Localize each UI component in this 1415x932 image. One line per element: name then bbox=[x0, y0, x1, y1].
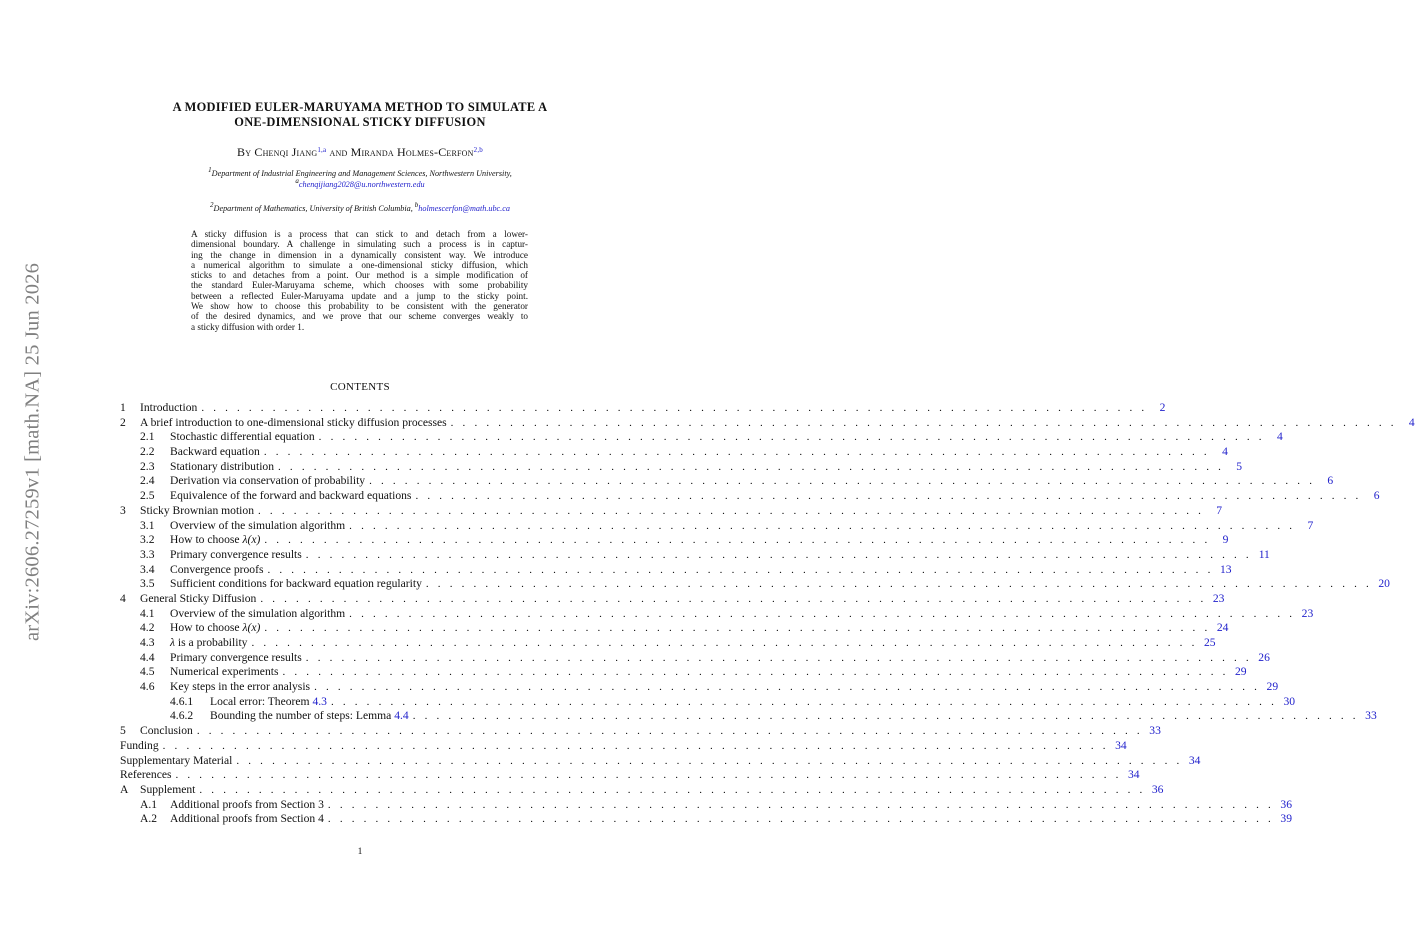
toc-entry-title: Conclusion bbox=[140, 724, 193, 738]
title-line-2: ONE-DIMENSIONAL STICKY DIFFUSION bbox=[234, 115, 486, 129]
toc-entry-page-link[interactable]: 23 bbox=[1212, 591, 1225, 605]
toc-dot-leader: . . . . . . . . . . . . . . . . . . . . . . . . . . . . . . . . . . . . . . . . . . . . . . . . . . . . . . . . . . . . . . . . . . . . . . . . . . . . . . . . bbox=[369, 475, 1316, 488]
toc-entry-title: Overview of the simulation algorithm bbox=[170, 606, 346, 620]
toc-entry-title: Supplementary Material bbox=[120, 753, 233, 767]
toc-entry-number: 4.4 bbox=[140, 650, 155, 664]
abstract-line: ing the change in dimension in a dynamically consistent way. We introduce bbox=[191, 249, 528, 260]
toc-entry[interactable] bbox=[120, 636, 1216, 651]
toc-entry-page-link[interactable]: 39 bbox=[1280, 812, 1292, 826]
toc-dot-leader: . . . . . . . . . . . . . . . . . . . . . . . . . . . . . . . . . . . . . . . . . . . . . . . . . . . . . . . . . . . . . . . . . . . . . . . . . . . . . . . . bbox=[330, 695, 1278, 708]
toc-dot-leader: . . . . . . . . . . . . . . . . . . . . . . . . . . . . . . . . . . . . . . . . . . . . . . . . . . . . . . . . . . . . . . . . . . . . . . . . . . . . . . . . bbox=[263, 446, 1210, 459]
toc-entry[interactable] bbox=[120, 577, 1390, 592]
toc-entry[interactable] bbox=[120, 694, 1296, 710]
toc-entry-title: Primary convergence results bbox=[170, 547, 302, 561]
toc-entry-title: Bounding the number of steps: Lemma 4.4 bbox=[210, 709, 409, 723]
toc-entry-page-link[interactable]: 4 bbox=[1222, 445, 1228, 459]
toc-entry[interactable] bbox=[120, 562, 1232, 578]
arxiv-identifier: arXiv:2606.27259v1 [math.NA] 25 Jun 2026 bbox=[21, 262, 44, 642]
toc-entry-number: 1 bbox=[120, 401, 126, 414]
toc-dot-leader: . . . . . . . . . . . . . . . . . . . . . . . . . . . . . . . . . . . . . . . . . . . . . . . . . . . . . . . . . . . . . . . . . . . . . . . . . . . . . . . . bbox=[282, 666, 1229, 679]
toc-dot-leader: . . . . . . . . . . . . . . . . . . . . . . . . . . . . . . . . . . . . . . . . . . . . . . . . . . . . . . . . . . . . . . . . . . . . . . . . . . . . . . . . bbox=[278, 460, 1225, 473]
toc-dot-leader: . . . . . . . . . . . . . . . . . . . . . . . . . . . . . . . . . . . . . . . . . . . . . . . . . . . . . . . . . . . . . . . . . . . . . . . . . . . . . . . . bbox=[264, 534, 1211, 547]
toc-entry[interactable] bbox=[120, 782, 1164, 798]
toc-entry-page-link[interactable]: 4 bbox=[1408, 415, 1415, 429]
toc-entry-title: Stochastic differential equation bbox=[170, 430, 315, 444]
abstract-line: sticks to and detaches from a point. Our method is a simple modification of bbox=[191, 270, 528, 281]
toc-entry[interactable] bbox=[120, 415, 1415, 431]
toc-entry-number: 2.4 bbox=[140, 474, 155, 488]
toc-entry[interactable] bbox=[120, 650, 1270, 666]
toc-dot-leader: . . . . . . . . . . . . . . . . . . . . . . . . . . . . . . . . . . . . . . . . . . . . . . . . . . . . . . . . . . . . . . . . . . . . . . . . . . . . . . . . bbox=[264, 622, 1211, 635]
toc-entry[interactable] bbox=[120, 547, 1270, 563]
toc-entry-number: 4.1 bbox=[140, 606, 155, 620]
toc-entry-number: 5 bbox=[120, 724, 126, 738]
abstract-line: A sticky diffusion is a process that can stick to and detach from a lower- bbox=[191, 229, 528, 239]
toc-entry[interactable] bbox=[120, 753, 1201, 769]
toc-dot-leader: . . . . . . . . . . . . . . . . . . . . . . . . . . . . . . . . . . . . . . . . . . . . . . . . . . . . . . . . . . . . . . . . . . . . . . . . . . . . . . . . bbox=[258, 504, 1205, 517]
affiliation-1-text: Department of Industrial Engineering and Management Sciences, Northwestern University, bbox=[211, 169, 512, 178]
toc-entry[interactable] bbox=[120, 430, 1283, 445]
abstract-line: the standard Euler-Maruyama scheme, which chooses with some probability bbox=[191, 280, 528, 291]
by-word: By bbox=[236, 145, 252, 159]
toc-entry-number: 3.3 bbox=[140, 547, 155, 561]
toc-entry-title: Sufficient conditions for backward equation regularity bbox=[170, 577, 422, 591]
toc-entry[interactable] bbox=[120, 797, 1292, 813]
toc-entry-number: 3.5 bbox=[140, 577, 155, 591]
email-1-superscript: a bbox=[295, 176, 299, 185]
abstract-line: between a reflected Euler-Maruyama update and a jump to the sticky point. bbox=[191, 290, 528, 301]
toc-entry-number: 2.2 bbox=[140, 445, 155, 459]
toc-dot-leader: . . . . . . . . . . . . . . . . . . . . . . . . . . . . . . . . . . . . . . . . . . . . . . . . . . . . . . . . . . . . . . . . . . . . . . . . . . . . . . . . bbox=[267, 563, 1214, 576]
toc-dot-leader: . . . . . . . . . . . . . . . . . . . . . . . . . . . . . . . . . . . . . . . . . . . . . . . . . . . . . . . . . . . . . . . . . . . . . . . . . . . . . . . . bbox=[162, 739, 1109, 752]
toc-entry-page-link[interactable]: 26 bbox=[1258, 650, 1270, 664]
toc-entry-number: 3 bbox=[120, 503, 126, 517]
toc-entry-number: 3.4 bbox=[140, 562, 155, 576]
author-1-name: Chenqi Jiang bbox=[254, 145, 318, 159]
toc-entry[interactable] bbox=[120, 665, 1247, 680]
toc-entry-number: 2.3 bbox=[140, 459, 155, 473]
toc-entry[interactable] bbox=[120, 503, 1223, 519]
toc-entry[interactable] bbox=[120, 621, 1229, 636]
toc-entry-title: Equivalence of the forward and backward equations bbox=[170, 489, 412, 503]
toc-entry[interactable] bbox=[120, 709, 1377, 724]
toc-entry-page-link[interactable]: 23 bbox=[1301, 606, 1314, 620]
toc-entry-title: Supplement bbox=[140, 782, 196, 796]
toc-entry-title: Stationary distribution bbox=[170, 459, 275, 473]
toc-entry-number: A.2 bbox=[140, 812, 158, 826]
toc-entry[interactable] bbox=[120, 812, 1292, 827]
toc-entry-number: 4.6 bbox=[140, 680, 155, 694]
toc-entry-title: Overview of the simulation algorithm bbox=[170, 518, 346, 532]
toc-entry[interactable] bbox=[120, 606, 1314, 622]
toc-entry-title: References bbox=[120, 768, 172, 782]
toc-dot-leader: . . . . . . . . . . . . . . . . . . . . . . . . . . . . . . . . . . . . . . . . . . . . . . . . . . . . . . . . . . . . . . . . . . . . . . . . . . . . . . . . bbox=[327, 798, 1274, 811]
toc-entry-page-link[interactable]: 34 bbox=[1115, 738, 1127, 752]
toc-entry-page-link[interactable]: 25 bbox=[1203, 636, 1216, 649]
affiliation-2-superscript: 2 bbox=[210, 201, 214, 209]
toc-entry[interactable] bbox=[120, 518, 1314, 534]
toc-entry-page-link[interactable]: 33 bbox=[1365, 709, 1377, 723]
toc-entry-number: 4 bbox=[120, 591, 126, 605]
toc-entry[interactable] bbox=[120, 533, 1229, 548]
toc-entry[interactable] bbox=[120, 738, 1127, 754]
toc-entry-number: 2.1 bbox=[140, 430, 155, 444]
toc-entry-number: 2 bbox=[120, 415, 126, 429]
toc-dot-leader: . . . . . . . . . . . . . . . . . . . . . . . . . . . . . . . . . . . . . . . . . . . . . . . . . . . . . . . . . . . . . . . . . . . . . . . . . . . . . . . . bbox=[260, 592, 1207, 605]
toc-entry[interactable] bbox=[120, 591, 1225, 607]
abstract bbox=[191, 229, 528, 332]
paper-title bbox=[120, 100, 600, 130]
toc-entry-title: Numerical experiments bbox=[170, 665, 279, 679]
email-2-link[interactable]: holmescerfon@math.ubc.ca bbox=[418, 204, 510, 213]
toc-entry-title: General Sticky Diffusion bbox=[140, 591, 257, 605]
toc-entry-title: Key steps in the error analysis bbox=[170, 680, 311, 694]
toc-entry-number: 4.3 bbox=[140, 636, 155, 649]
toc-entry-title: λ is a probability bbox=[170, 636, 248, 649]
toc-entry-reference-link[interactable]: 4.3 bbox=[312, 694, 327, 708]
toc-entry-page-link[interactable]: 36 bbox=[1280, 797, 1292, 811]
toc-entry-page-link[interactable]: 30 bbox=[1283, 694, 1296, 708]
toc-entry[interactable] bbox=[120, 401, 1166, 416]
toc-entry-page-link[interactable]: 34 bbox=[1188, 753, 1201, 767]
toc-entry-title: Convergence proofs bbox=[170, 562, 264, 576]
author-1-superscript[interactable]: 1,a bbox=[317, 146, 327, 154]
toc-entry[interactable] bbox=[120, 768, 1140, 783]
toc-entry-page-link[interactable]: 29 bbox=[1234, 665, 1247, 679]
toc-entry-reference-link[interactable]: 4.4 bbox=[394, 709, 409, 723]
toc-entry-title: How to choose λ(x) bbox=[170, 533, 261, 547]
toc-entry-page-link[interactable]: 6 bbox=[1373, 489, 1380, 503]
toc-entry-title: Additional proofs from Section 3 bbox=[170, 797, 324, 811]
author-2-superscript[interactable]: 2,b bbox=[473, 146, 483, 154]
toc-entry-number: 3.1 bbox=[140, 518, 155, 532]
toc-entry-page-link[interactable]: 5 bbox=[1236, 459, 1243, 473]
toc-entry-number: 2.5 bbox=[140, 489, 155, 503]
toc-entry-page-link[interactable]: 36 bbox=[1151, 782, 1164, 796]
author-line bbox=[120, 145, 600, 160]
toc-entry-page-link[interactable]: 4 bbox=[1276, 430, 1283, 444]
toc-entry-page-link[interactable]: 2 bbox=[1159, 401, 1166, 414]
toc-entry-title: Additional proofs from Section 4 bbox=[170, 812, 324, 826]
title-line-1: A MODIFIED EULER-MARUYAMA METHOD TO SIMULATE A bbox=[172, 100, 548, 114]
toc-entry-number: 4.6.1 bbox=[170, 694, 194, 708]
toc-dot-leader: . . . . . . . . . . . . . . . . . . . . . . . . . . . . . . . . . . . . . . . . . . . . . . . . . . . . . . . . . . . . . . . . . . . . . . . . . . . . . . . . bbox=[314, 681, 1261, 694]
toc-dot-leader: . . . . . . . . . . . . . . . . . . . . . . . . . . . . . . . . . . . . . . . . . . . . . . . . . . . . . . . . . . . . . . . . . . . . . . . . . . . . . . . . bbox=[349, 519, 1296, 532]
toc-entry-page-link[interactable]: 13 bbox=[1219, 562, 1232, 576]
toc-entry[interactable] bbox=[120, 680, 1279, 695]
and-word: and bbox=[329, 145, 348, 159]
page-number: 1 bbox=[357, 847, 363, 857]
toc-entry[interactable] bbox=[120, 489, 1380, 504]
toc-entry-page-link[interactable]: 6 bbox=[1327, 474, 1334, 488]
affiliation-1-superscript: 1 bbox=[208, 166, 212, 174]
toc-dot-leader: . . . . . . . . . . . . . . . . . . . . . . . . . . . . . . . . . . . . . . . . . . . . . . . . . . . . . . . . . . . . . . . . . . . . . . . . . . . . . . . . bbox=[425, 578, 1372, 591]
toc-entry-title: How to choose λ(x) bbox=[170, 621, 261, 635]
table-of-contents bbox=[120, 401, 1415, 827]
toc-entry-page-link[interactable]: 7 bbox=[1307, 518, 1314, 532]
email-1-link[interactable]: chenqijiang2028@u.northwestern.edu bbox=[298, 179, 425, 189]
email-2-superscript: b bbox=[414, 201, 419, 209]
toc-dot-leader: . . . . . . . . . . . . . . . . . . . . . . . . . . . . . . . . . . . . . . . . . . . . . . . . . . . . . . . . . . . . . . . . . . . . . . . . . . . . . . . . bbox=[201, 402, 1148, 414]
abstract-line: a sticky diffusion with order 1. bbox=[191, 321, 305, 332]
abstract-line: dimensional boundary. A challenge in simulating such a process is in captur- bbox=[191, 239, 528, 250]
abstract-line: We show how to choose this probability to be consistent with the generator bbox=[191, 301, 528, 312]
toc-dot-leader: . . . . . . . . . . . . . . . . . . . . . . . . . . . . . . . . . . . . . . . . . . . . . . . . . . . . . . . . . . . . . . . . . . . . . . . . . . . . . . . . bbox=[327, 813, 1274, 826]
toc-dot-leader: . . . . . . . . . . . . . . . . . . . . . . . . . . . . . . . . . . . . . . . . . . . . . . . . . . . . . . . . . . . . . . . . . . . . . . . . . . . . . . . . bbox=[175, 769, 1122, 782]
toc-entry[interactable] bbox=[120, 459, 1243, 475]
toc-dot-leader: . . . . . . . . . . . . . . . . . . . . . . . . . . . . . . . . . . . . . . . . . . . . . . . . . . . . . . . . . . . . . . . . . . . . . . . . . . . . . . . . bbox=[318, 431, 1265, 444]
toc-entry-number: 3.2 bbox=[140, 533, 155, 547]
toc-entry-title: Introduction bbox=[140, 401, 198, 414]
toc-entry-title: Derivation via conservation of probability bbox=[170, 474, 366, 488]
toc-entry-title: Local error: Theorem 4.3 bbox=[210, 694, 327, 708]
toc-dot-leader: . . . . . . . . . . . . . . . . . . . . . . . . . . . . . . . . . . . . . . . . . . . . . . . . . . . . . . . . . . . . . . . . . . . . . . . . . . . . . . . . bbox=[196, 725, 1143, 738]
abstract-line: of the desired dynamics, and we prove that our scheme converges weakly to bbox=[191, 311, 528, 322]
contents-heading: CONTENTS bbox=[330, 381, 390, 393]
arxiv-sidebar bbox=[16, 242, 50, 662]
toc-entry[interactable] bbox=[120, 445, 1228, 460]
toc-entry-page-link[interactable]: 34 bbox=[1127, 768, 1140, 782]
toc-entry-title: Sticky Brownian motion bbox=[140, 503, 255, 517]
toc-entry-title: Backward equation bbox=[170, 445, 260, 459]
toc-entry[interactable] bbox=[120, 724, 1161, 739]
affiliation-2 bbox=[120, 201, 600, 215]
affiliation-1 bbox=[120, 166, 600, 190]
abstract-line: a numerical algorithm to simulate a one-dimensional sticky diffusion, which bbox=[191, 259, 528, 270]
toc-entry-number: A.1 bbox=[140, 797, 158, 811]
toc-entry-number: A bbox=[120, 782, 129, 796]
toc-entry-page-link[interactable]: 20 bbox=[1378, 577, 1390, 591]
toc-dot-leader: . . . . . . . . . . . . . . . . . . . . . . . . . . . . . . . . . . . . . . . . . . . . . . . . . . . . . . . . . . . . . . . . . . . . . . . . . . . . . . . . bbox=[305, 548, 1252, 561]
toc-dot-leader: . . . . . . . . . . . . . . . . . . . . . . . . . . . . . . . . . . . . . . . . . . . . . . . . . . . . . . . . . . . . . . . . . . . . . . . . . . . . . . . . bbox=[199, 783, 1146, 796]
toc-dot-leader: . . . . . . . . . . . . . . . . . . . . . . . . . . . . . . . . . . . . . . . . . . . . . . . . . . . . . . . . . . . . . . . . . . . . . . . . . . . . . . . . bbox=[415, 490, 1362, 503]
toc-entry-number: 4.5 bbox=[140, 665, 155, 679]
toc-entry-title: Funding bbox=[120, 738, 159, 752]
toc-entry-number: 4.2 bbox=[140, 621, 155, 635]
author-2-name: Miranda Holmes-Cerfon bbox=[350, 145, 474, 159]
toc-entry-title: Primary convergence results bbox=[170, 650, 302, 664]
toc-entry-page-link[interactable]: 9 bbox=[1222, 533, 1229, 547]
toc-entry-page-link[interactable]: 7 bbox=[1216, 503, 1223, 517]
toc-dot-leader: . . . . . . . . . . . . . . . . . . . . . . . . . . . . . . . . . . . . . . . . . . . . . . . . . . . . . . . . . . . . . . . . . . . . . . . . . . . . . . . . bbox=[251, 637, 1198, 649]
toc-entry-page-link[interactable]: 33 bbox=[1149, 724, 1161, 738]
toc-dot-leader: . . . . . . . . . . . . . . . . . . . . . . . . . . . . . . . . . . . . . . . . . . . . . . . . . . . . . . . . . . . . . . . . . . . . . . . . . . . . . . . . bbox=[412, 710, 1359, 723]
toc-entry-page-link[interactable]: 11 bbox=[1258, 547, 1270, 561]
toc-dot-leader: . . . . . . . . . . . . . . . . . . . . . . . . . . . . . . . . . . . . . . . . . . . . . . . . . . . . . . . . . . . . . . . . . . . . . . . . . . . . . . . . bbox=[305, 651, 1252, 664]
affiliation-2-text: Department of Mathematics, University of British Columbia, bbox=[213, 204, 413, 213]
toc-entry-number: 4.6.2 bbox=[170, 709, 194, 723]
toc-entry-title: A brief introduction to one-dimensional sticky diffusion processes bbox=[140, 415, 447, 429]
toc-entry[interactable] bbox=[120, 474, 1334, 489]
toc-dot-leader: . . . . . . . . . . . . . . . . . . . . . . . . . . . . . . . . . . . . . . . . . . . . . . . . . . . . . . . . . . . . . . . . . . . . . . . . . . . . . . . . bbox=[349, 607, 1296, 620]
toc-dot-leader: . . . . . . . . . . . . . . . . . . . . . . . . . . . . . . . . . . . . . . . . . . . . . . . . . . . . . . . . . . . . . . . . . . . . . . . . . . . . . . . . bbox=[236, 754, 1183, 767]
toc-entry-page-link[interactable]: 29 bbox=[1266, 680, 1279, 694]
toc-dot-leader: . . . . . . . . . . . . . . . . . . . . . . . . . . . . . . . . . . . . . . . . . . . . . . . . . . . . . . . . . . . . . . . . . . . . . . . . . . . . . . . . bbox=[450, 416, 1397, 429]
toc-entry-page-link[interactable]: 24 bbox=[1216, 621, 1229, 635]
